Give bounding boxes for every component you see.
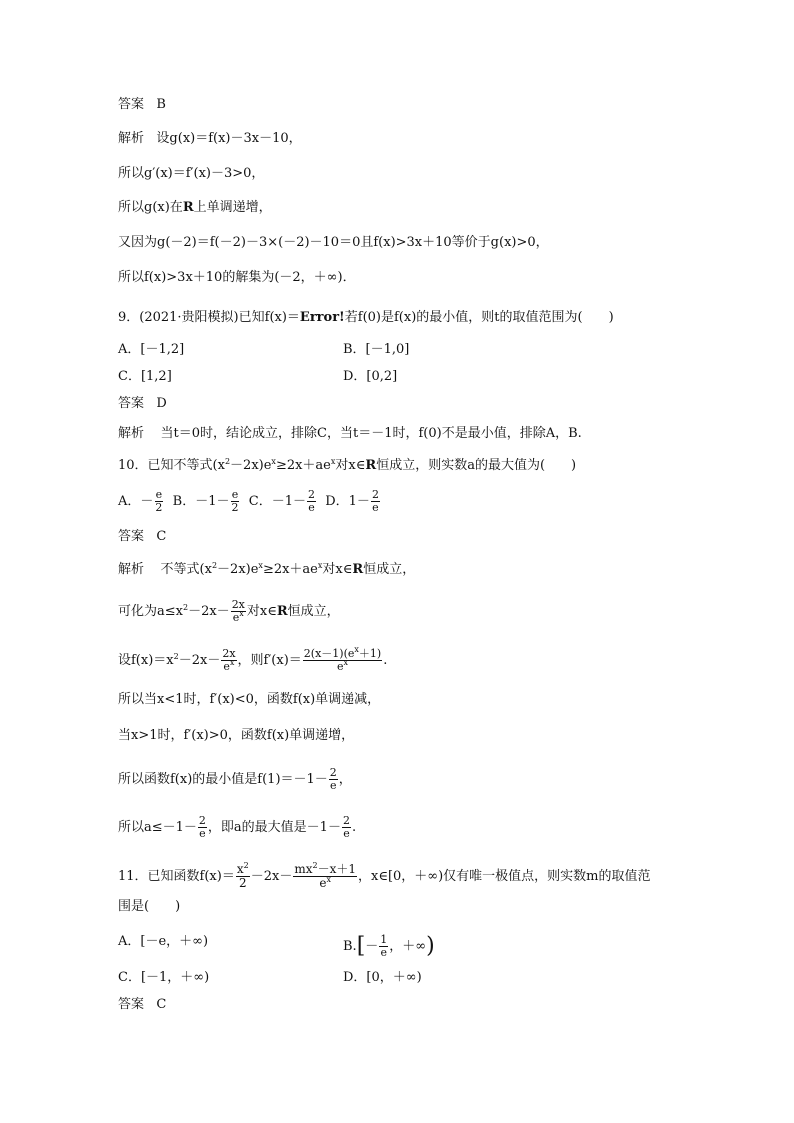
q11-option-d: D．[0，＋∞) bbox=[343, 970, 422, 985]
q10-answer bbox=[118, 529, 166, 545]
q9-option-b: B．[－1,0] bbox=[343, 342, 410, 357]
analysis-text: 当t＝0时，结论成立，排除C，当t＝－1时，f(0)不是最小值，排除A，B. bbox=[160, 426, 582, 441]
q9-option-a: A．[－1,2] bbox=[118, 342, 185, 357]
analysis-text: . bbox=[383, 653, 388, 668]
right-paren: ) bbox=[426, 933, 435, 959]
analysis-text: . bbox=[351, 820, 357, 835]
analysis-text: 可化为a≤x bbox=[118, 604, 183, 619]
numerator: $x^2$ bbox=[236, 861, 249, 876]
answer-label: 答案 bbox=[118, 529, 145, 544]
denominator: 2 bbox=[231, 501, 239, 514]
q11-option-a: A．[－e，＋∞) bbox=[118, 934, 209, 949]
analysis-text: －2x－ bbox=[188, 604, 230, 619]
analysis-text: 所以当x<1时，f′(x)<0，函数f(x)单调递减， bbox=[118, 692, 381, 707]
analysis-text: 不等式(x bbox=[160, 562, 212, 577]
fraction bbox=[329, 767, 338, 792]
q10-stem-text: 10．已知不等式(x bbox=[118, 458, 225, 473]
q9-stem bbox=[118, 310, 614, 326]
numerator: 2x bbox=[231, 598, 245, 611]
analysis-label: 解析 bbox=[118, 131, 145, 146]
denominator-base: e bbox=[223, 660, 230, 673]
q11-stem-1 bbox=[118, 863, 651, 890]
analysis-text: 恒成立， bbox=[287, 604, 340, 619]
q9-stem-text: 9．(2021·贵阳模拟)已知f(x)＝ bbox=[118, 310, 300, 325]
denominator: e bbox=[343, 827, 350, 840]
numerator: 2 bbox=[342, 814, 350, 827]
analysis-text: 恒成立， bbox=[363, 562, 416, 577]
fraction bbox=[303, 645, 382, 673]
answer-line-prev bbox=[118, 97, 166, 113]
q10-analysis-4 bbox=[118, 692, 380, 708]
q10-options bbox=[118, 489, 381, 514]
q10-option-d: D．1－ bbox=[325, 494, 370, 509]
denominator: $e^x$ bbox=[319, 875, 331, 890]
q9-answer bbox=[118, 396, 167, 412]
q11-answer bbox=[118, 997, 166, 1013]
analysis-line-5 bbox=[118, 270, 356, 286]
fraction bbox=[221, 648, 236, 673]
analysis-text: ，即a的最大值是－1－ bbox=[207, 820, 341, 835]
real-set-symbol: R bbox=[352, 562, 364, 577]
q11-stem-text: 11．已知函数f(x)＝ bbox=[118, 869, 235, 884]
denominator: 2 bbox=[238, 876, 247, 890]
numerator: 1 bbox=[380, 933, 388, 946]
answer-value: B bbox=[156, 97, 166, 112]
numerator: $mx^2-x+1$ bbox=[294, 861, 356, 876]
numerator: 2 bbox=[371, 488, 379, 501]
q11-stem-text: ，x∈[0，＋∞)仅有唯一极值点，则实数m的取值范 bbox=[357, 869, 651, 884]
q9-option-d: D．[0,2] bbox=[343, 369, 398, 384]
analysis-line-1 bbox=[118, 131, 302, 147]
denominator-base: e bbox=[232, 611, 240, 624]
denominator: e bbox=[308, 501, 315, 514]
q9-stem-text: 若f(0)是f(x)的最小值，则t的取值范围为( ) bbox=[344, 310, 614, 325]
numerator-text: mx bbox=[294, 862, 313, 876]
q10-option-a: A．－ bbox=[118, 494, 154, 509]
q10-option-c: C．－1－ bbox=[248, 494, 306, 509]
numerator: 2 bbox=[329, 766, 337, 779]
q11-option-c: C．[－1，＋∞) bbox=[118, 970, 210, 985]
q9-analysis bbox=[118, 426, 582, 442]
q10-stem-text: 恒成立，则实数a的最大值为( ) bbox=[376, 458, 577, 473]
fraction bbox=[307, 489, 316, 514]
numerator: $2(x-1)(e^x+1)$ bbox=[303, 645, 382, 660]
option-text: － bbox=[365, 939, 379, 954]
analysis-text: ， bbox=[338, 772, 352, 787]
numerator: 2 bbox=[307, 488, 315, 501]
q10-analysis-7 bbox=[118, 815, 356, 840]
q10-stem-text: 对x∈ bbox=[335, 458, 366, 473]
fraction bbox=[231, 599, 246, 624]
fraction bbox=[379, 934, 388, 959]
answer-label: 答案 bbox=[118, 997, 145, 1012]
error-text: Error! bbox=[299, 310, 345, 325]
denominator: e bbox=[330, 779, 337, 792]
analysis-label: 解析 bbox=[118, 426, 145, 441]
fraction bbox=[198, 815, 207, 840]
analysis-text: 所以f(x)>3x＋10的解集为(－2，＋∞)． bbox=[118, 270, 356, 285]
q10-option-b: B．－1－ bbox=[172, 494, 230, 509]
denominator: 2 bbox=[155, 501, 163, 514]
denominator-base: e bbox=[336, 660, 344, 673]
answer-label: 答案 bbox=[118, 97, 145, 112]
analysis-text: －2x－ bbox=[178, 653, 221, 668]
denominator-base: e bbox=[319, 876, 327, 890]
option-text: ，＋∞ bbox=[389, 939, 427, 954]
analysis-text: 又因为g(－2)＝f(－2)－3×(－2)－10＝0且f(x)>3x＋10等价于g(x)>0， bbox=[118, 235, 549, 250]
numerator-text: x bbox=[236, 862, 244, 876]
analysis-text: 当x>1时，f′(x)>0，函数f(x)单调递增， bbox=[118, 728, 355, 743]
analysis-text: ，则f′(x)＝ bbox=[237, 653, 302, 668]
numerator-text: －x＋1 bbox=[317, 862, 356, 876]
q11-option-b bbox=[343, 934, 435, 959]
analysis-text: ≥2x＋ae bbox=[262, 562, 318, 577]
q10-analysis-5 bbox=[118, 728, 354, 744]
real-set-symbol: R bbox=[276, 604, 288, 619]
fraction bbox=[342, 815, 351, 840]
denominator: e bbox=[372, 501, 379, 514]
fraction bbox=[230, 489, 239, 514]
fraction bbox=[371, 489, 380, 514]
real-set-symbol: R bbox=[365, 458, 377, 473]
analysis-line-2 bbox=[118, 166, 264, 182]
analysis-label: 解析 bbox=[118, 562, 145, 577]
option-label: B. bbox=[343, 939, 357, 954]
analysis-text: 所以函数f(x)的最小值是f(1)＝－1－ bbox=[118, 772, 328, 787]
analysis-text: 设f(x)＝x bbox=[118, 653, 174, 668]
numerator: 2x bbox=[222, 647, 236, 660]
analysis-text: 所以g′(x)＝f′(x)－3>0， bbox=[118, 166, 265, 181]
denominator: e bbox=[380, 946, 388, 959]
analysis-line-3 bbox=[118, 200, 272, 216]
analysis-line-4 bbox=[118, 235, 549, 251]
q10-analysis-6 bbox=[118, 767, 352, 792]
analysis-text: 上单调递增， bbox=[193, 200, 272, 215]
analysis-text: 所以a≤－1－ bbox=[118, 820, 197, 835]
fraction bbox=[236, 863, 250, 890]
q11-stem-text: －2x－ bbox=[250, 869, 293, 884]
q11-stem-text: 围是( ) bbox=[118, 899, 181, 914]
fraction bbox=[293, 863, 357, 890]
denominator: $e^x$ bbox=[223, 658, 235, 673]
fraction bbox=[154, 489, 163, 514]
analysis-text: 对x∈ bbox=[246, 604, 277, 619]
denominator: $e^x$ bbox=[232, 609, 244, 624]
q10-stem-text: －2x)e bbox=[230, 458, 272, 473]
answer-value: D bbox=[156, 396, 167, 411]
q10-stem-text: ≥2x＋ae bbox=[275, 458, 331, 473]
denominator: e bbox=[199, 827, 206, 840]
answer-label: 答案 bbox=[118, 396, 145, 411]
q10-analysis-2: 可化为$a\le x^2-2x-$ $\frac{2x}{e^x}$ 对x∈R恒成立， bbox=[118, 598, 340, 624]
answer-value: C bbox=[156, 529, 167, 544]
numerator: 2 bbox=[198, 814, 206, 827]
numerator-text: ＋1) bbox=[358, 647, 382, 660]
q10-stem: 10．已知不等式$(x^2-2x)e^x\ge 2x+ae^x$对x∈R恒成立，则实数a的最大值为( ) bbox=[118, 457, 577, 473]
real-set-symbol: R bbox=[182, 200, 194, 215]
q11-stem-2 bbox=[118, 899, 180, 915]
left-bracket: [ bbox=[356, 933, 366, 959]
answer-value: C bbox=[156, 997, 167, 1012]
analysis-text: 所以g(x)在 bbox=[118, 200, 183, 215]
analysis-text: －2x)e bbox=[217, 562, 259, 577]
q10-analysis-1: 解析 不等式$(x^2-2x)e^x\ge 2x+ae^x$对x∈R恒成立， bbox=[118, 561, 416, 577]
numerator: e bbox=[155, 488, 163, 501]
numerator-text: 2(x－1)(e bbox=[303, 647, 355, 660]
numerator: e bbox=[231, 488, 239, 501]
analysis-text: 设g(x)＝f(x)－3x－10， bbox=[156, 131, 302, 146]
denominator: $e^x$ bbox=[336, 658, 348, 673]
analysis-text: 对x∈ bbox=[322, 562, 353, 577]
q10-analysis-3: 设$f(x)=x^2-2x-$ $\frac{2x}{e^x}$ ，则f′(x)＝ $\frac{2(x-1)(e^x+1)}{e^x}$ . bbox=[118, 645, 388, 673]
q9-option-c: C．[1,2] bbox=[118, 369, 172, 384]
